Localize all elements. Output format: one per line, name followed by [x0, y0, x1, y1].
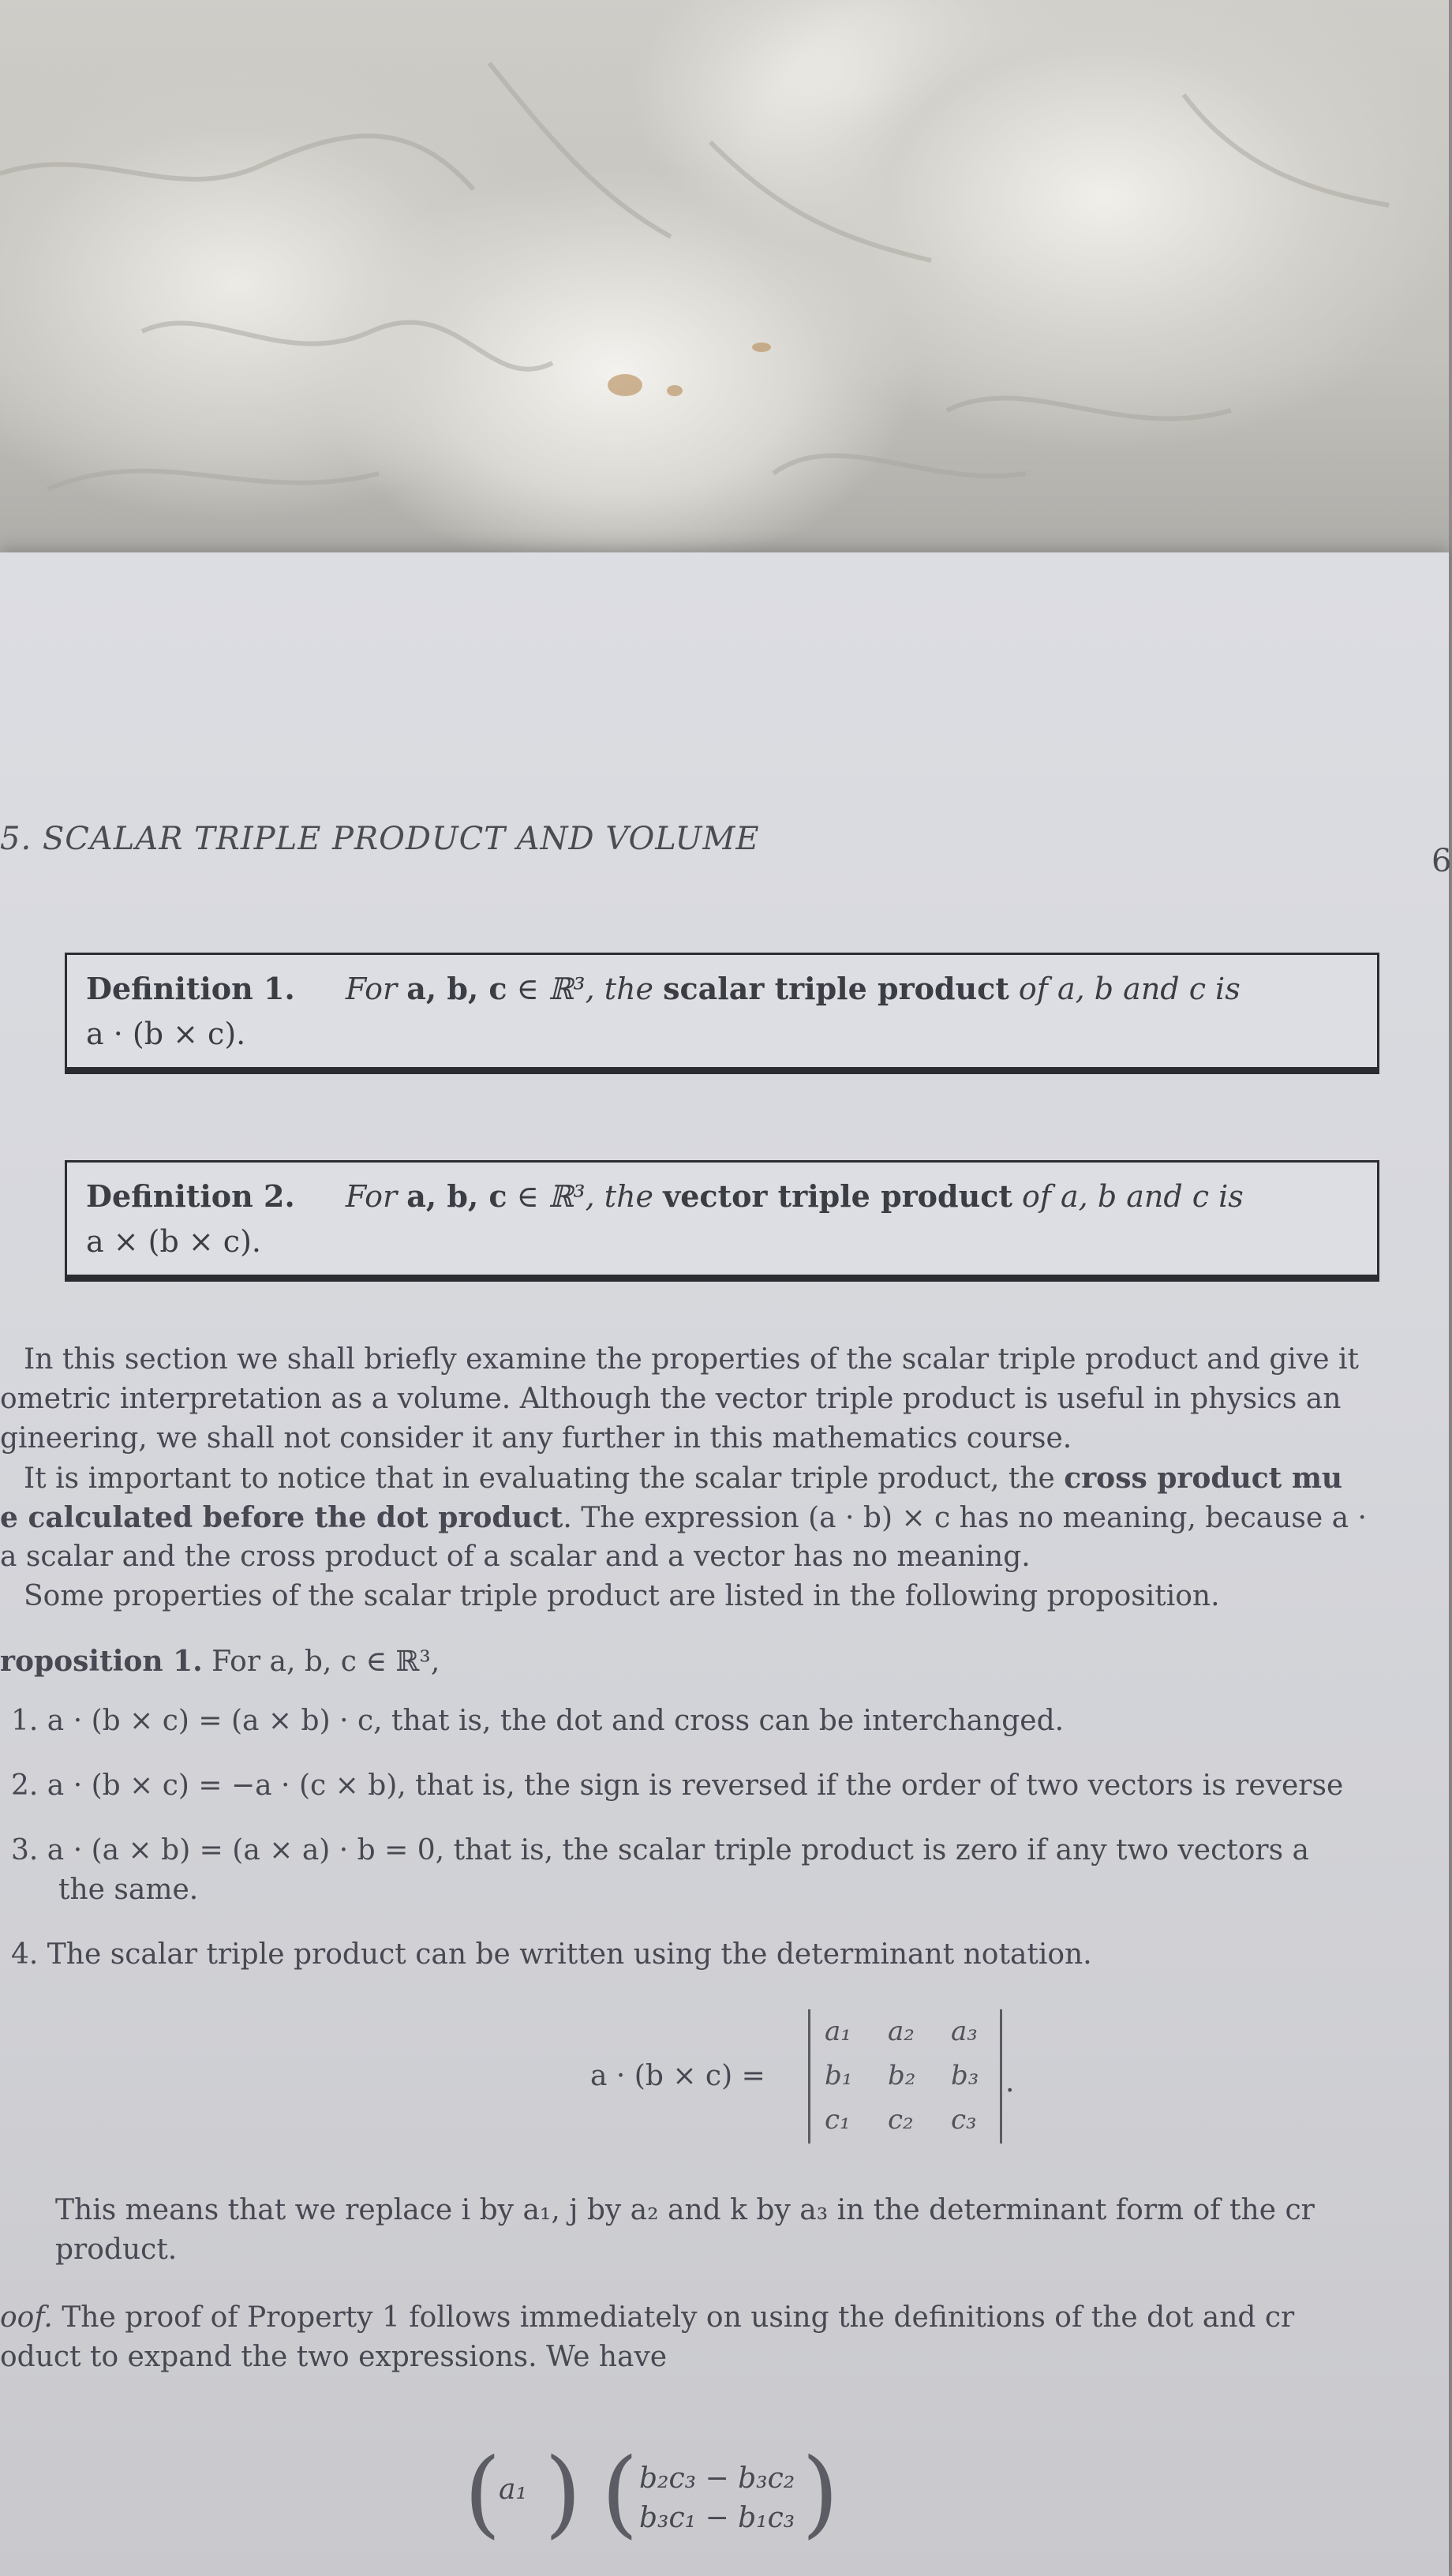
proposition-item-2: 2. a · (b × c) = −a · (c × b), that is, the sign is reversed if the order of two vectors is reverse	[11, 1769, 1344, 1802]
paragraph-3: Some properties of the scalar triple product are listed in the following proposition.	[24, 1580, 1220, 1612]
definition-1-label: Definition 1.	[86, 971, 295, 1006]
definition-1-term: scalar triple product	[663, 971, 1009, 1006]
left-vector-open-paren: (	[464, 2439, 501, 2548]
definition-2-term: vector triple product	[663, 1178, 1012, 1214]
paragraph-2-line-3: a scalar and the cross product of a scalar and a vector has no meaning.	[0, 1541, 1031, 1573]
definition-2-formula: a × (b × c).	[86, 1224, 261, 1259]
right-vector-row-1: b₂c₃ − b₃c₂	[639, 2462, 795, 2495]
paragraph-2-line-2: e calculated before the dot product. The expression (a · b) × c has no meaning, because a ·	[0, 1501, 1367, 1534]
paragraph-1-line-3: gineering, we shall not consider it any further in this mathematics course.	[0, 1422, 1072, 1455]
crumpled-tissue-photo	[0, 0, 1449, 600]
paragraph-2-line-1: It is important to notice that in evaluating the scalar triple product, the cross product mu	[24, 1462, 1343, 1495]
after-determinant-line-2: product.	[55, 2233, 178, 2266]
definition-2-box: Definition 2. For a, b, c ∈ ℝ³, the vector triple product of a, b and c is a × (b × c).	[65, 1160, 1379, 1277]
determinant-lhs: a · (b × c) =	[590, 2060, 765, 2092]
left-vector-close-paren: )	[544, 2439, 582, 2548]
proof-line-2: oduct to expand the two expressions. We have	[0, 2341, 668, 2373]
proposition-item-4: 4. The scalar triple product can be written using the determinant notation.	[11, 1938, 1092, 1971]
paragraph-1-line-2: ometric interpretation as a volume. Although the vector triple product is useful in physics an	[0, 1383, 1342, 1415]
page-number: 6	[1431, 843, 1452, 879]
proposition-item-1: 1. a · (b × c) = (a × b) · c, that is, the dot and cross can be interchanged.	[11, 1705, 1065, 1737]
right-vector-close-paren: )	[802, 2439, 839, 2548]
left-vector-entry: a₁	[499, 2473, 527, 2506]
determinant-end: .	[1005, 2066, 1015, 2099]
paragraph-1-line-1: In this section we shall briefly examine the properties of the scalar triple product and give it	[24, 1343, 1359, 1376]
after-determinant-line-1: This means that we replace i by a₁, j by a₂ and k by a₃ in the determinant form of the cr	[55, 2194, 1315, 2226]
book-page	[0, 552, 1452, 2576]
proposition-item-3: 3. a · (a × b) = (a × a) · b = 0, that is, the scalar triple product is zero if any two vectors a	[11, 1834, 1309, 1866]
proposition-heading: roposition 1. For a, b, c ∈ ℝ³,	[0, 1645, 440, 1678]
section-header: 5. SCALAR TRIPLE PRODUCT AND VOLUME	[0, 821, 760, 857]
proposition-item-3-cont: the same.	[58, 1874, 199, 1906]
proof-line-1: oof. The proof of Property 1 follows immediately on using the definitions of the dot and cr	[0, 2301, 1295, 2334]
determinant-matrix: a₁ a₂ a₃ b₁ b₂ b₃ c₁ c₂ c₃	[808, 2009, 1002, 2144]
right-vector-row-2: b₃c₁ − b₁c₃	[639, 2502, 795, 2534]
definition-1-formula: a · (b × c).	[86, 1017, 246, 1051]
tissue-folds	[0, 0, 1449, 600]
right-vector-open-paren: (	[601, 2439, 638, 2548]
stain-spots	[608, 343, 771, 396]
definition-2-label: Definition 2.	[86, 1178, 295, 1214]
definition-1-box: Definition 1. For a, b, c ∈ ℝ³, the scalar triple product of a, b and c is a · (b × c).	[65, 953, 1379, 1069]
